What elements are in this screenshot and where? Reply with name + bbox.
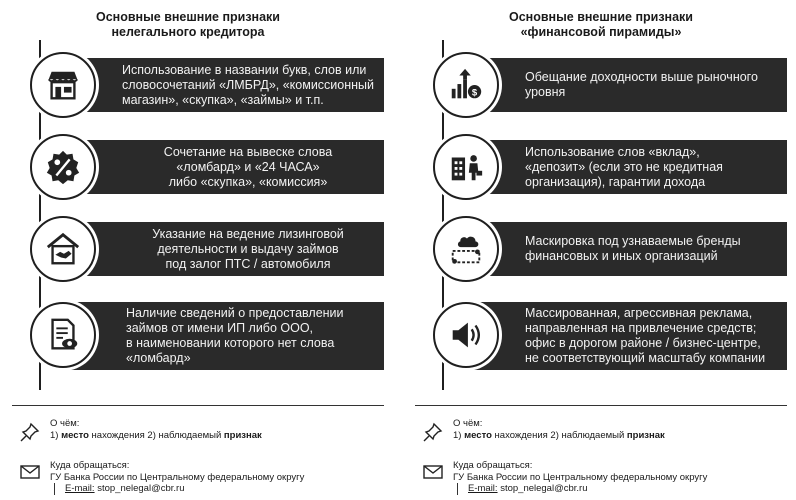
left-footer-what-text: 1) место нахождения 2) наблюдаемый признак xyxy=(50,429,262,441)
left-item-1-banner xyxy=(70,58,384,112)
envelope-icon xyxy=(20,462,40,482)
left-panel xyxy=(12,0,384,500)
right-panel xyxy=(415,0,787,500)
left-item-4-text: Наличие сведений о предоставлении займов от имени ИП либо ООО, в наименовании которого нет слова «ломбард» xyxy=(126,306,344,365)
left-item-3 xyxy=(30,216,384,282)
right-footer-what-label: О чём: xyxy=(453,418,483,429)
bank-person-icon xyxy=(433,134,499,200)
left-title-line1: Основные внешние признаки xyxy=(96,10,280,24)
percent-icon xyxy=(30,134,96,200)
left-footer-org: ГУ Банка России по Центральному федеральному округу xyxy=(50,471,305,483)
cloud-network-icon xyxy=(433,216,499,282)
right-item-4 xyxy=(433,302,787,368)
left-item-4 xyxy=(30,302,384,368)
right-item-3-text: Маскировка под узнаваемые бренды финансовых и иных организаций xyxy=(525,234,741,263)
left-item-2 xyxy=(30,134,384,200)
right-item-2-text: Использование слов «вклад», «депозит» (если это не кредитная организация), гарантии дохода xyxy=(525,144,723,189)
left-item-1-text: Использование в названии букв, слов или словосочетаний «ЛМБРД», «комиссионный магазин», «скупка», «займы» и т.п. xyxy=(122,62,375,107)
left-footer-divider xyxy=(12,405,384,406)
left-email-link[interactable]: stop_nelegal@cbr.ru xyxy=(97,483,185,494)
right-item-3 xyxy=(433,216,787,282)
right-item-1 xyxy=(433,52,787,118)
left-item-1 xyxy=(30,52,384,118)
right-footer-divider xyxy=(415,405,787,406)
svg-text:$: $ xyxy=(471,87,478,99)
left-item-2-banner xyxy=(70,140,384,194)
pin-icon xyxy=(423,422,443,442)
right-footer-org: ГУ Банка России по Центральному федеральному округу xyxy=(453,471,708,483)
growth-dollar-icon xyxy=(433,52,499,118)
right-item-1-banner xyxy=(473,58,787,112)
right-footer-what-text: 1) место нахождения 2) наблюдаемый признак xyxy=(453,429,665,441)
right-item-2-banner xyxy=(473,140,787,194)
pin-icon xyxy=(20,422,40,442)
left-footer-where-label: Куда обращаться: xyxy=(50,460,130,471)
left-title xyxy=(2,10,374,40)
right-footer-where-label: Куда обращаться: xyxy=(453,460,533,471)
left-item-3-banner xyxy=(70,222,384,276)
right-item-4-text: Массированная, агрессивная реклама, направленная на привлечение средств; офис в дорогом районе / бизнес-центре, не соответствующий масштабу компании xyxy=(525,306,766,365)
left-item-3-text: Указание на ведение лизинговой деятельности и выдачу займов под залог ПТС / автомобиля xyxy=(152,226,344,271)
left-footer-email-line xyxy=(54,483,304,495)
document-eye-icon xyxy=(30,302,96,368)
envelope-icon xyxy=(423,462,443,482)
right-item-1-text: Обещание доходности выше рыночного уровня xyxy=(525,70,758,99)
right-email-link[interactable]: stop_nelegal@cbr.ru xyxy=(500,483,588,494)
left-email-label: E-mail: xyxy=(65,483,95,494)
shop-icon xyxy=(30,52,96,118)
right-title xyxy=(415,10,787,40)
house-handshake-icon xyxy=(30,216,96,282)
right-email-label: E-mail: xyxy=(468,483,498,494)
left-item-4-banner xyxy=(70,302,384,370)
right-item-4-banner xyxy=(473,302,787,370)
right-item-2 xyxy=(433,134,787,200)
right-footer-email-line xyxy=(457,483,707,495)
megaphone-icon xyxy=(433,302,499,368)
left-item-2-text: Сочетание на вывеске слова «ломбард» и «24 ЧАСА» либо «скупка», «комиссия» xyxy=(163,144,333,189)
right-title-line2: «финансовой пирамиды» xyxy=(520,25,682,39)
left-footer-what-label: О чём: xyxy=(50,418,80,429)
right-item-3-banner xyxy=(473,222,787,276)
right-title-line1: Основные внешние признаки xyxy=(509,10,693,24)
left-title-line2: нелегального кредитора xyxy=(111,25,265,39)
